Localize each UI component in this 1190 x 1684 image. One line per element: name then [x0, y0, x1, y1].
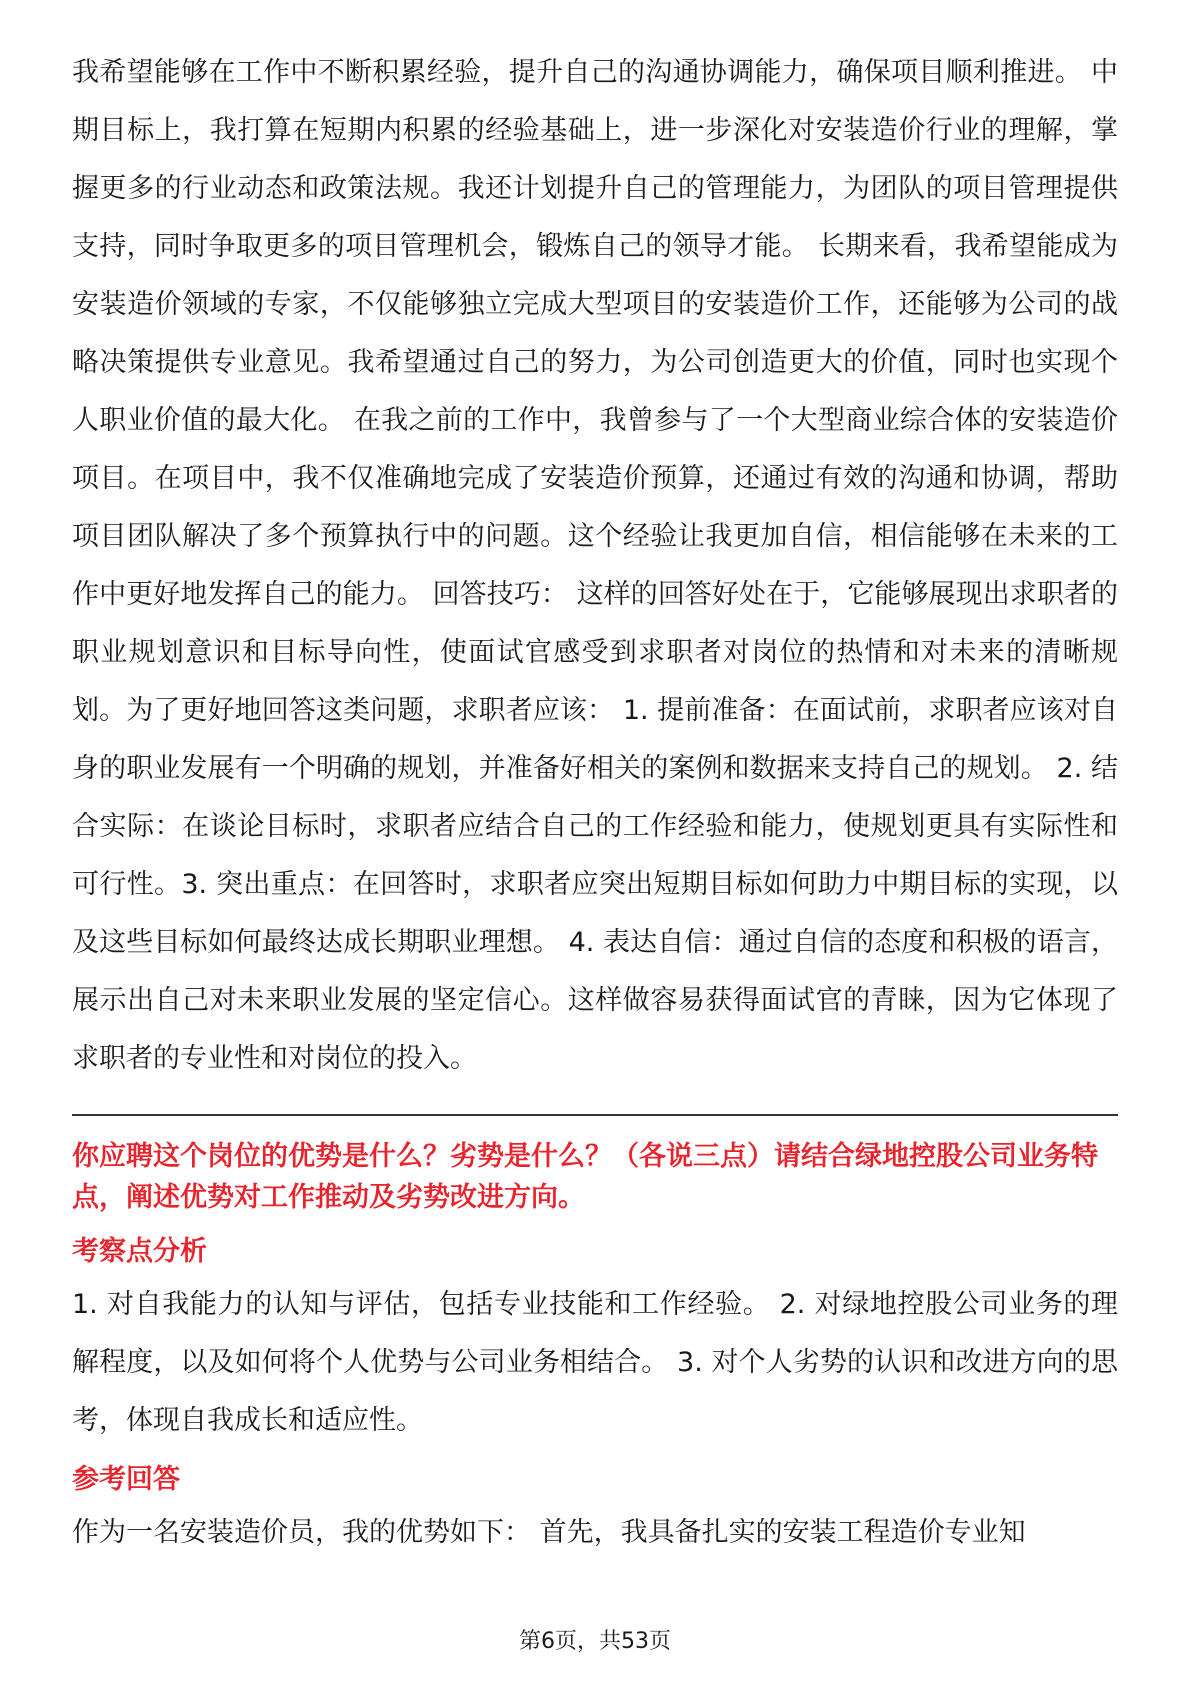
question-title: 你应聘这个岗位的优势是什么？劣势是什么？（各说三点）请结合绿地控股公司业务特点，阐述优势对工作推动及劣势改进方向。: [72, 1141, 1098, 1213]
analysis-heading: 考察点分析: [72, 1236, 207, 1267]
answer-heading: 参考回答: [72, 1464, 180, 1495]
page-number: 第6页，共53页: [519, 1629, 671, 1654]
analysis-paragraph: 1. 对自我能力的认知与评估，包括专业技能和工作经验。 2. 对绿地控股公司业务的理解程度，以及如何将个人优势与公司业务相结合。 3. 对个人劣势的认识和改进方向的思考，体现自我成长和适应性。: [72, 1289, 1118, 1436]
section-divider: [72, 1114, 1118, 1116]
document-page: [72, 44, 1118, 1562]
body-paragraph: 我希望能够在工作中不断积累经验，提升自己的沟通协调能力，确保项目顺利推进。 中期目标上，我打算在短期内积累的经验基础上，进一步深化对安装造价行业的理解，掌握更多的行业动态和政策法规。我还计划提升自己的管理能力，为团队的项目管理提供支持，同时争取更多的项目管理机会，锻炼自己的领导才能。 长期来看，我希望能成为安装造价领域的专家，不仅能够独立完成大型项目的安装造价工作，还能够为公司的战略决策提供专业意见。我希望通过自己的努力，为公司创造更大的价值，同时也实现个人职业价值的最大化。 在我之前的工作中，我曾参与了一个大型商业综合体的安装造价项目。在项目中，我不仅准确地完成了安装造价预算，还通过有效的沟通和协调，帮助项目团队解决了多个预算执行中的问题。这个经验让我更加自信，相信能够在未来的工作中更好地发挥自己的能力。 回答技巧： 这样的回答好处在于，它能够展现出求职者的职业规划意识和目标导向性，使面试官感受到求职者对岗位的热情和对未来的清晰规划。为了更好地回答这类问题，求职者应该： 1. 提前准备：在面试前，求职者应该对自身的职业发展有一个明确的规划，并准备好相关的案例和数据来支持自己的规划。 2. 结合实际：在谈论目标时，求职者应结合自己的工作经验和能力，使规划更具有实际性和可行性。3. 突出重点：在回答时，求职者应突出短期目标如何助力中期目标的实现，以及这些目标如何最终达成长期职业理想。 4. 表达自信：通过自信的态度和积极的语言，展示出自己对未来职业发展的坚定信心。这样做容易获得面试官的青睐，因为它体现了求职者的专业性和对岗位的投入。: [72, 57, 1118, 1074]
answer-paragraph: 作为一名安装造价员，我的优势如下： 首先，我具备扎实的安装工程造价专业知: [72, 1517, 1026, 1548]
